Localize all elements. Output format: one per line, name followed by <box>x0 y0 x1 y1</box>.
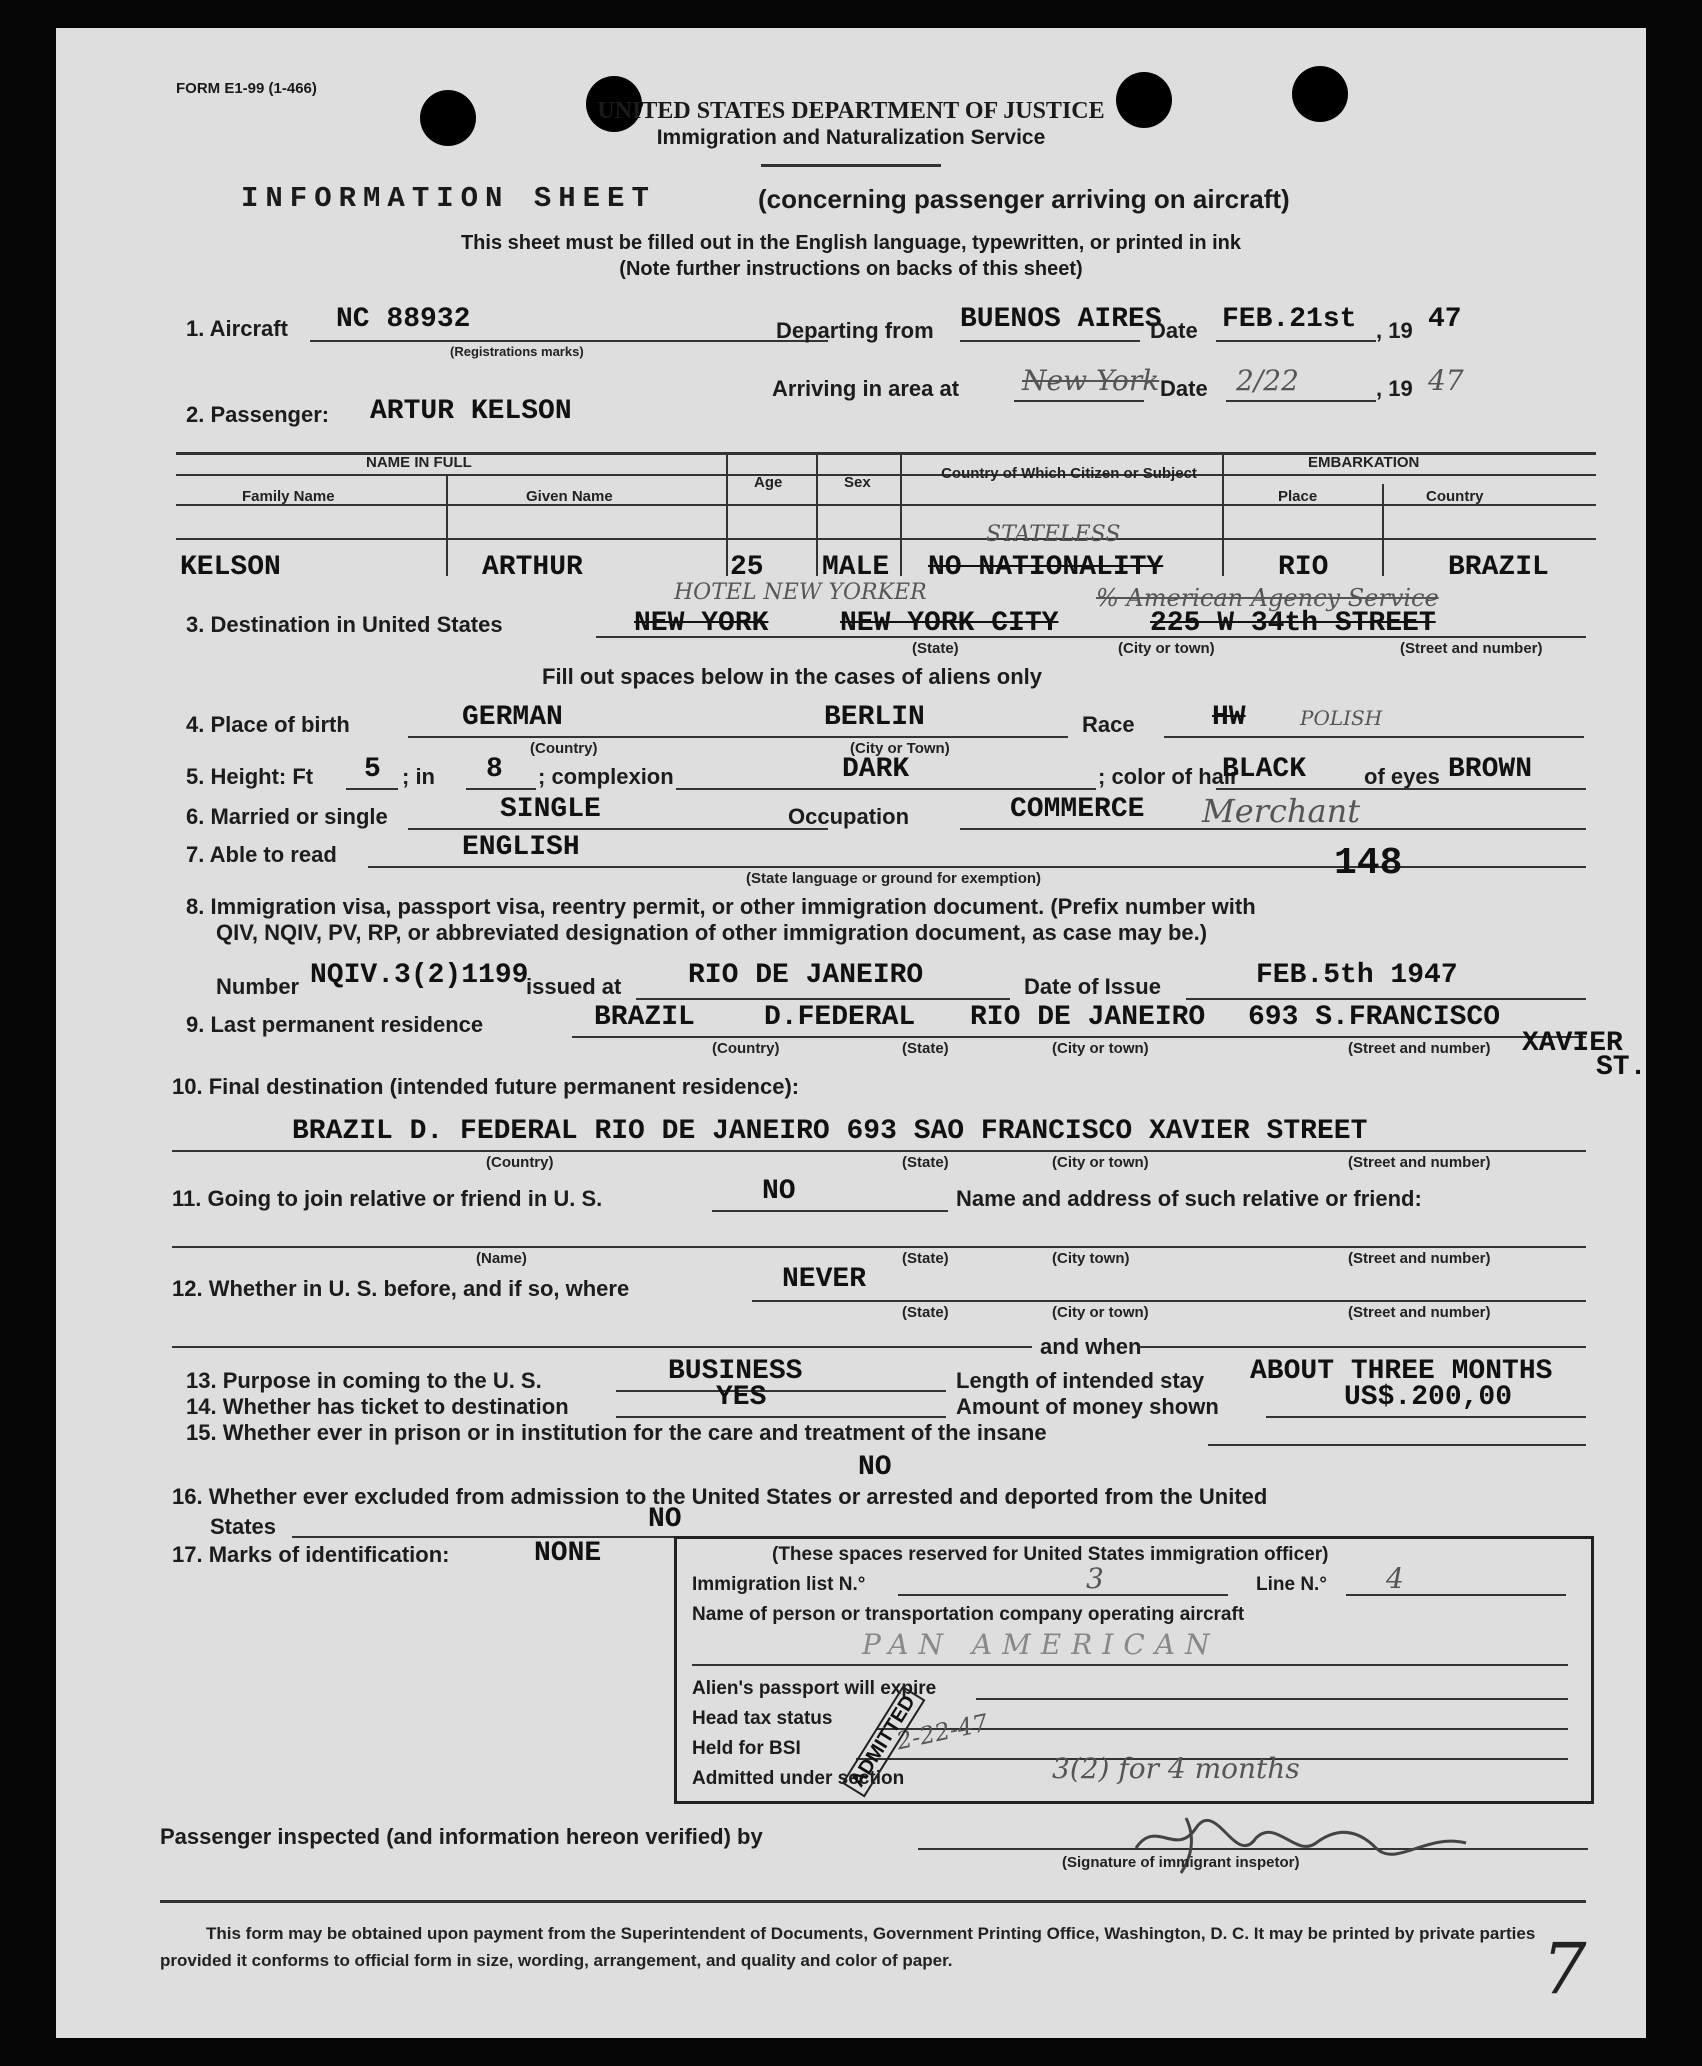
date-line <box>1216 340 1376 342</box>
given-name-value: ARTHUR <box>482 552 583 583</box>
section-handwritten: 3(2) for 4 months <box>1052 1752 1300 1785</box>
join-value: NO <box>762 1176 796 1207</box>
q8-line2: QIV, NQIV, PV, RP, or abbreviated designation of other immigration document, as case may be.) <box>216 920 1208 945</box>
and-when-label: and when <box>1040 1334 1142 1359</box>
service-heading: Immigration and Naturalization Service <box>656 126 1046 149</box>
table-divider <box>726 454 728 576</box>
birth-city-value: BERLIN <box>824 702 925 733</box>
state-caption: (State) <box>912 640 959 657</box>
destination-handwritten: HOTEL NEW YORKER <box>674 580 927 605</box>
q17-label: 17. Marks of identification: <box>172 1542 450 1567</box>
divider <box>761 164 941 167</box>
occupation-handwritten: Merchant <box>1202 792 1361 830</box>
line-no-label: Line N.° <box>1256 1574 1327 1595</box>
read-line <box>368 866 1586 868</box>
arrival-date-line <box>1226 400 1376 402</box>
ticket-value: YES <box>716 1382 767 1413</box>
issued-at-label: issued at <box>526 974 622 999</box>
street-caption: (Street and number) <box>1400 640 1543 657</box>
issued-at-line <box>636 998 1010 1000</box>
feet-line <box>346 788 398 790</box>
length-stay-label: Length of intended stay <box>956 1368 1205 1393</box>
ticket-line <box>616 1416 946 1418</box>
visa-number-value: NQIV.3(2)1199 <box>310 960 529 991</box>
footer-divider <box>160 1900 1586 1903</box>
residence-street-2: XAVIER <box>1522 1028 1623 1059</box>
complexion-value: DARK <box>842 754 910 785</box>
sex-header: Sex <box>844 474 871 491</box>
date-label: Date <box>1150 318 1198 343</box>
age-header: Age <box>754 474 783 491</box>
date-issue-label: Date of Issue <box>1024 974 1161 999</box>
arrival-date-label: Date <box>1160 376 1208 401</box>
city-caption: (City or town) <box>1052 1154 1149 1171</box>
q10-label: 10. Final destination (intended future permanent residence): <box>172 1074 800 1099</box>
destination-city: NEW YORK CITY <box>840 608 1059 639</box>
admitted-stamp: ADMITTED <box>842 1685 926 1797</box>
race-value: HW <box>1212 702 1246 733</box>
final-line <box>172 1150 1586 1152</box>
eyes-label: of eyes <box>1364 764 1440 789</box>
reg-marks-caption: (Registrations marks) <box>450 344 584 359</box>
information-sheet <box>56 28 1646 2038</box>
passenger-label: 2. Passenger: <box>186 402 330 427</box>
final-destination-value: BRAZIL D. FEDERAL RIO DE JANEIRO 693 SAO FRANCISCO XAVIER STREET <box>292 1116 1368 1147</box>
residence-street: 693 S.FRANCISCO <box>1248 1002 1501 1033</box>
residence-street-3: ST. <box>1596 1052 1647 1083</box>
date-issue-line <box>1186 998 1586 1000</box>
stay-value: ABOUT THREE MONTHS <box>1250 1356 1553 1387</box>
departure-year: 47 <box>1428 304 1462 335</box>
read-value: ENGLISH <box>462 832 580 863</box>
country-caption: (Country) <box>530 740 598 757</box>
aircraft-value: NC 88932 <box>336 304 471 335</box>
married-line <box>408 828 828 830</box>
year-prefix: , 19 <box>1376 318 1413 343</box>
inches-line <box>466 788 536 790</box>
money-line <box>1266 1416 1586 1418</box>
table-divider <box>816 454 818 576</box>
destination-street: 225 W 34th STREET <box>1150 608 1436 639</box>
money-value: US$.200,00 <box>1344 1382 1513 1413</box>
purpose-value: BUSINESS <box>668 1356 803 1387</box>
residence-country: BRAZIL <box>594 1002 695 1033</box>
fill-out-note: Fill out spaces below in the cases of aliens only <box>542 664 1043 689</box>
signature-caption: (Signature of immigrant inspetor) <box>1062 1854 1300 1871</box>
excluded-value: NO <box>648 1504 682 1535</box>
when-line-right <box>1138 1346 1586 1348</box>
destination-label: 3. Destination in United States <box>186 612 503 637</box>
city-caption: (City or town) <box>1052 1040 1149 1057</box>
q13-label: 13. Purpose in coming to the U. S. <box>186 1368 542 1393</box>
footer-note: This form may be obtained upon payment from the Superintendent of Documents, Government Printing Office, Washington, D. C. It may be printed by private parties provided it conforms to official form in size, wording, arrangement, and quality and color of paper. <box>160 1924 1536 1970</box>
inches-label: ; in <box>402 764 435 789</box>
immigration-list-value: 3 <box>1086 1562 1104 1595</box>
line-no-value: 4 <box>1386 1562 1404 1595</box>
arrival-date: 2/22 <box>1236 364 1299 397</box>
given-name-header: Given Name <box>526 488 613 505</box>
arrival-year: 47 <box>1428 364 1464 397</box>
table-divider <box>900 454 902 576</box>
instructions-note: (Note further instructions on backs of this sheet) <box>619 258 1083 280</box>
citizen-handwritten: STATELESS <box>986 522 1121 547</box>
arriving-label: Arriving in area at <box>772 376 960 401</box>
operator-value: PAN AMERICAN <box>862 1628 1220 1661</box>
city-town-caption: (City or Town) <box>850 740 950 757</box>
complexion-line <box>676 788 1096 790</box>
state-caption: (State) <box>902 1250 949 1267</box>
head-tax-label: Head tax status <box>692 1708 833 1729</box>
operator-line <box>692 1664 1568 1666</box>
city-caption: (City or town) <box>1052 1304 1149 1321</box>
state-caption: (State) <box>902 1154 949 1171</box>
q14-label: 14. Whether has ticket to destination <box>186 1394 569 1419</box>
page-title: INFORMATION SHEET <box>241 182 656 215</box>
departure-date: FEB.21st <box>1222 304 1357 335</box>
page-number: 7 <box>1542 1928 1587 2010</box>
hair-label: ; color of hair <box>1098 764 1239 789</box>
place-header: Place <box>1278 488 1318 505</box>
money-label: Amount of money shown <box>956 1394 1219 1419</box>
state-caption: (State) <box>902 1040 949 1057</box>
complexion-label: ; complexion <box>538 764 674 789</box>
departing-value: BUENOS AIRES <box>960 304 1162 335</box>
family-name-value: KELSON <box>180 552 281 583</box>
q11-label: 11. Going to join relative or friend in U. S. <box>172 1186 603 1211</box>
name-address-label: Name and address of such relative or friend: <box>956 1186 1422 1211</box>
country-header: Country <box>1426 488 1484 505</box>
embark-country-value: BRAZIL <box>1448 552 1549 583</box>
aircraft-line <box>310 340 828 342</box>
arriving-value: New York <box>1022 364 1160 397</box>
residence-line <box>572 1036 1586 1038</box>
family-name-header: Family Name <box>242 488 335 505</box>
held-for-label: Held for BSI <box>692 1738 801 1759</box>
place-birth-label: 4. Place of birth <box>186 712 350 737</box>
country-citizen-header: Country of Which Citizen or Subject <box>941 465 1197 482</box>
embarkation-header: EMBARKATION <box>1308 454 1420 471</box>
imm-list-line <box>898 1594 1228 1596</box>
departing-label: Departing from <box>776 318 934 343</box>
q8-line1: 8. Immigration visa, passport visa, reentry permit, or other immigration document. (Prefix number with <box>186 894 1256 919</box>
married-value: SINGLE <box>500 794 601 825</box>
q9-label: 9. Last permanent residence <box>186 1012 484 1037</box>
number-label: Number <box>216 974 300 999</box>
inches-value: 8 <box>486 754 503 785</box>
birth-country-value: GERMAN <box>462 702 563 733</box>
street-caption: (Street and number) <box>1348 1154 1491 1171</box>
feet-value: 5 <box>364 754 381 785</box>
destination-handwritten-2: % American Agency Service <box>1096 584 1439 612</box>
operator-label: Name of person or transportation company operating aircraft <box>692 1604 1245 1625</box>
eyes-value: BROWN <box>1448 754 1533 785</box>
expire-line <box>976 1698 1568 1700</box>
relative-line <box>172 1246 1586 1248</box>
join-line <box>712 1210 948 1212</box>
table-divider <box>446 476 448 576</box>
hair-eyes-line <box>1216 788 1586 790</box>
read-label: 7. Able to read <box>186 842 337 867</box>
held-date-handwritten: 2-22-47 <box>894 1708 991 1756</box>
department-heading: UNITED STATES DEPARTMENT OF JUSTICE <box>597 98 1105 124</box>
instructions: This sheet must be filled out in the English language, typewritten, or printed in ink <box>460 232 1242 254</box>
hair-value: BLACK <box>1222 754 1307 785</box>
issued-at-value: RIO DE JANEIRO <box>688 960 924 991</box>
sex-value: MALE <box>822 552 890 583</box>
purpose-line <box>616 1390 946 1392</box>
country-caption: (Country) <box>712 1040 780 1057</box>
when-line-left <box>172 1346 1032 1348</box>
inspected-label: Passenger inspected (and information hereon verified) by <box>160 1824 763 1849</box>
street-caption: (Street and number) <box>1348 1250 1491 1267</box>
issue-date-value: FEB.5th 1947 <box>1256 960 1458 991</box>
prison-value: NO <box>858 1452 892 1483</box>
q16-line2: States <box>210 1514 277 1539</box>
departing-line <box>960 340 1140 342</box>
residence-city: RIO DE JANEIRO <box>970 1002 1206 1033</box>
before-line <box>752 1300 1586 1302</box>
city-caption: (City or town) <box>1118 640 1215 657</box>
before-value: NEVER <box>782 1264 867 1295</box>
occupation-value: COMMERCE <box>1010 794 1145 825</box>
table-line <box>176 474 1596 476</box>
page-subtitle: (concerning passenger arriving on aircraft) <box>758 184 1290 214</box>
q16-line1: 16. Whether ever excluded from admission to the United States or arrested and deported from the United <box>172 1484 1268 1509</box>
city-caption: (City town) <box>1052 1250 1130 1267</box>
occupation-label: Occupation <box>788 804 910 829</box>
table-divider <box>1382 484 1384 576</box>
birth-line <box>408 736 1068 738</box>
immigration-list-label: Immigration list N.° <box>692 1574 866 1595</box>
married-label: 6. Married or single <box>186 804 388 829</box>
number-148: 148 <box>1334 842 1403 885</box>
street-caption: (Street and number) <box>1348 1040 1491 1057</box>
line-no-line <box>1346 1594 1566 1596</box>
officer-header: (These spaces reserved for United States immigration officer) <box>772 1544 1329 1565</box>
marks-value: NONE <box>534 1538 602 1569</box>
residence-state: D.FEDERAL <box>764 1002 916 1033</box>
race-label: Race <box>1082 712 1135 737</box>
passport-expire-label: Alien's passport will expire <box>692 1678 937 1699</box>
destination-state: NEW YORK <box>634 608 769 639</box>
race-handwritten: POLISH <box>1300 706 1383 730</box>
q15-label: 15. Whether ever in prison or in institution for the care and treatment of the insane <box>186 1420 1047 1445</box>
arriving-line <box>1014 400 1144 402</box>
arrival-year-prefix: , 19 <box>1376 376 1413 401</box>
embark-place-value: RIO <box>1278 552 1329 583</box>
country-caption: (Country) <box>486 1154 554 1171</box>
citizen-value: NO NATIONALITY <box>928 552 1164 583</box>
q12-label: 12. Whether in U. S. before, and if so, where <box>172 1276 630 1301</box>
prison-line <box>1208 1444 1586 1446</box>
name-caption: (Name) <box>476 1250 527 1267</box>
age-value: 25 <box>730 552 764 583</box>
street-caption: (Street and number) <box>1348 1304 1491 1321</box>
height-label: 5. Height: Ft <box>186 764 314 789</box>
name-in-full-header: NAME IN FULL <box>366 454 472 471</box>
passenger-value: ARTUR KELSON <box>370 396 572 427</box>
form-number: FORM E1-99 (1-466) <box>176 80 317 97</box>
admitted-under-label: Admitted under section <box>692 1768 905 1789</box>
table-divider <box>1222 454 1224 576</box>
race-line <box>1164 736 1584 738</box>
state-caption: (State) <box>902 1304 949 1321</box>
aircraft-label: 1. Aircraft <box>186 316 288 341</box>
state-language-caption: (State language or ground for exemption) <box>746 870 1042 887</box>
